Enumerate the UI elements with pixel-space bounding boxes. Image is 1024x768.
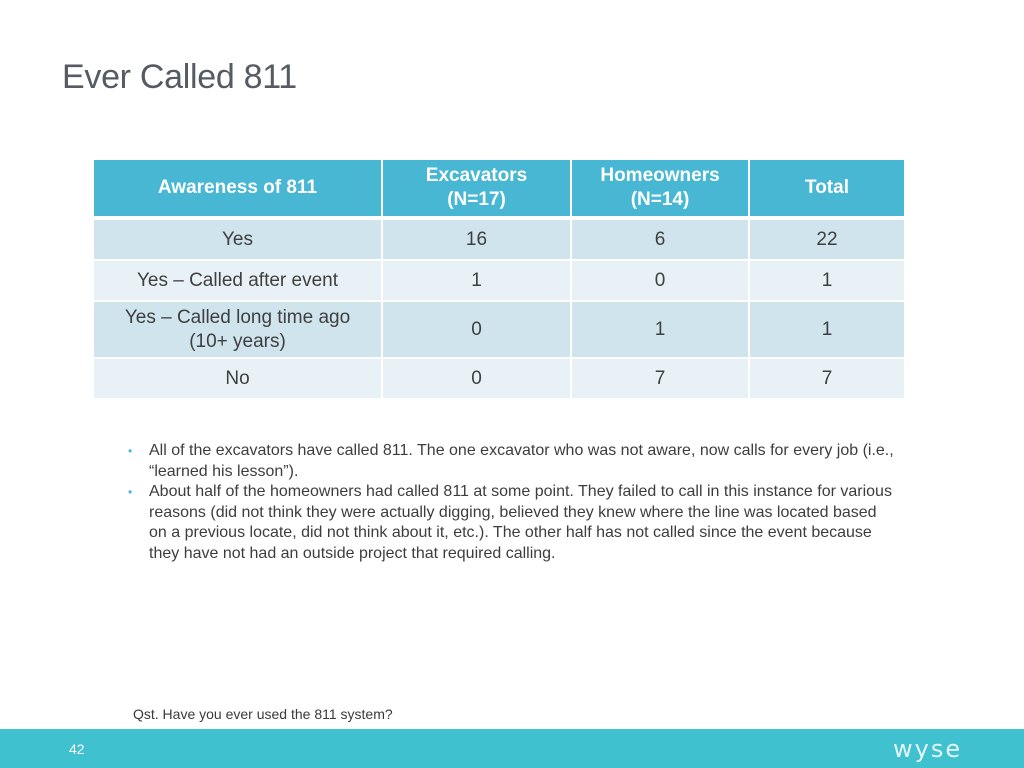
header-awareness xyxy=(94,160,383,220)
homeowners-cell: 0 xyxy=(572,261,750,302)
total-cell: 1 xyxy=(750,261,904,302)
table-row xyxy=(94,261,904,302)
header-total-label: Total xyxy=(805,177,849,198)
excavators-cell: 16 xyxy=(383,220,572,261)
row-label-line2: (10+ years) xyxy=(189,330,286,352)
table-row xyxy=(94,302,904,359)
header-homeowners xyxy=(572,160,750,220)
note-text: All of the excavators have called 811. The one excavator who was not aware, now calls for every job (i.e., “learned his lesson”). xyxy=(149,442,894,480)
header-homeowners-label: Homeowners xyxy=(600,165,720,186)
total-cell: 7 xyxy=(750,359,904,400)
header-excavators-label: Excavators xyxy=(425,165,528,186)
header-excavators xyxy=(383,160,572,220)
table-row xyxy=(94,220,904,261)
excavators-cell: 0 xyxy=(383,359,572,400)
page-number: 42 xyxy=(69,741,85,757)
wyse-logo: wyse xyxy=(893,735,963,763)
footer-bar xyxy=(0,729,1024,768)
homeowners-cell: 7 xyxy=(572,359,750,400)
row-label: Yes – Called after event xyxy=(94,261,383,302)
header-total xyxy=(750,160,904,220)
table-row xyxy=(94,359,904,400)
row-label-line1: Yes – Called long time ago xyxy=(124,306,351,328)
total-cell: 22 xyxy=(750,220,904,261)
row-label: No xyxy=(94,359,383,400)
table-header-row xyxy=(94,160,904,220)
header-homeowners-n: (N=14) xyxy=(630,189,690,210)
header-excavators-n: (N=17) xyxy=(447,189,506,210)
bullet-icon: • xyxy=(128,444,133,458)
slide-title: Ever Called 811 xyxy=(62,58,297,96)
homeowners-cell: 1 xyxy=(572,302,750,359)
excavators-cell: 0 xyxy=(383,302,572,359)
question-footnote: Qst. Have you ever used the 811 system? xyxy=(133,706,393,722)
header-awareness-label: Awareness of 811 xyxy=(157,177,318,198)
notes-list xyxy=(126,441,896,564)
row-label: Yes xyxy=(94,220,383,261)
homeowners-cell: 6 xyxy=(572,220,750,261)
list-item xyxy=(126,441,896,482)
excavators-cell: 1 xyxy=(383,261,572,302)
awareness-table xyxy=(94,160,904,400)
note-text: About half of the homeowners had called 811 at some point. They failed to call in this instance for various reasons (did not think they were actually digging, believed they knew where the line was located based on a previous locate, did not think about it, etc.). The other half has not called since the event because they have not had an outside project that required calling. xyxy=(149,483,892,562)
row-label xyxy=(94,302,383,359)
list-item xyxy=(126,482,896,564)
total-cell: 1 xyxy=(750,302,904,359)
bullet-icon: • xyxy=(128,485,133,499)
